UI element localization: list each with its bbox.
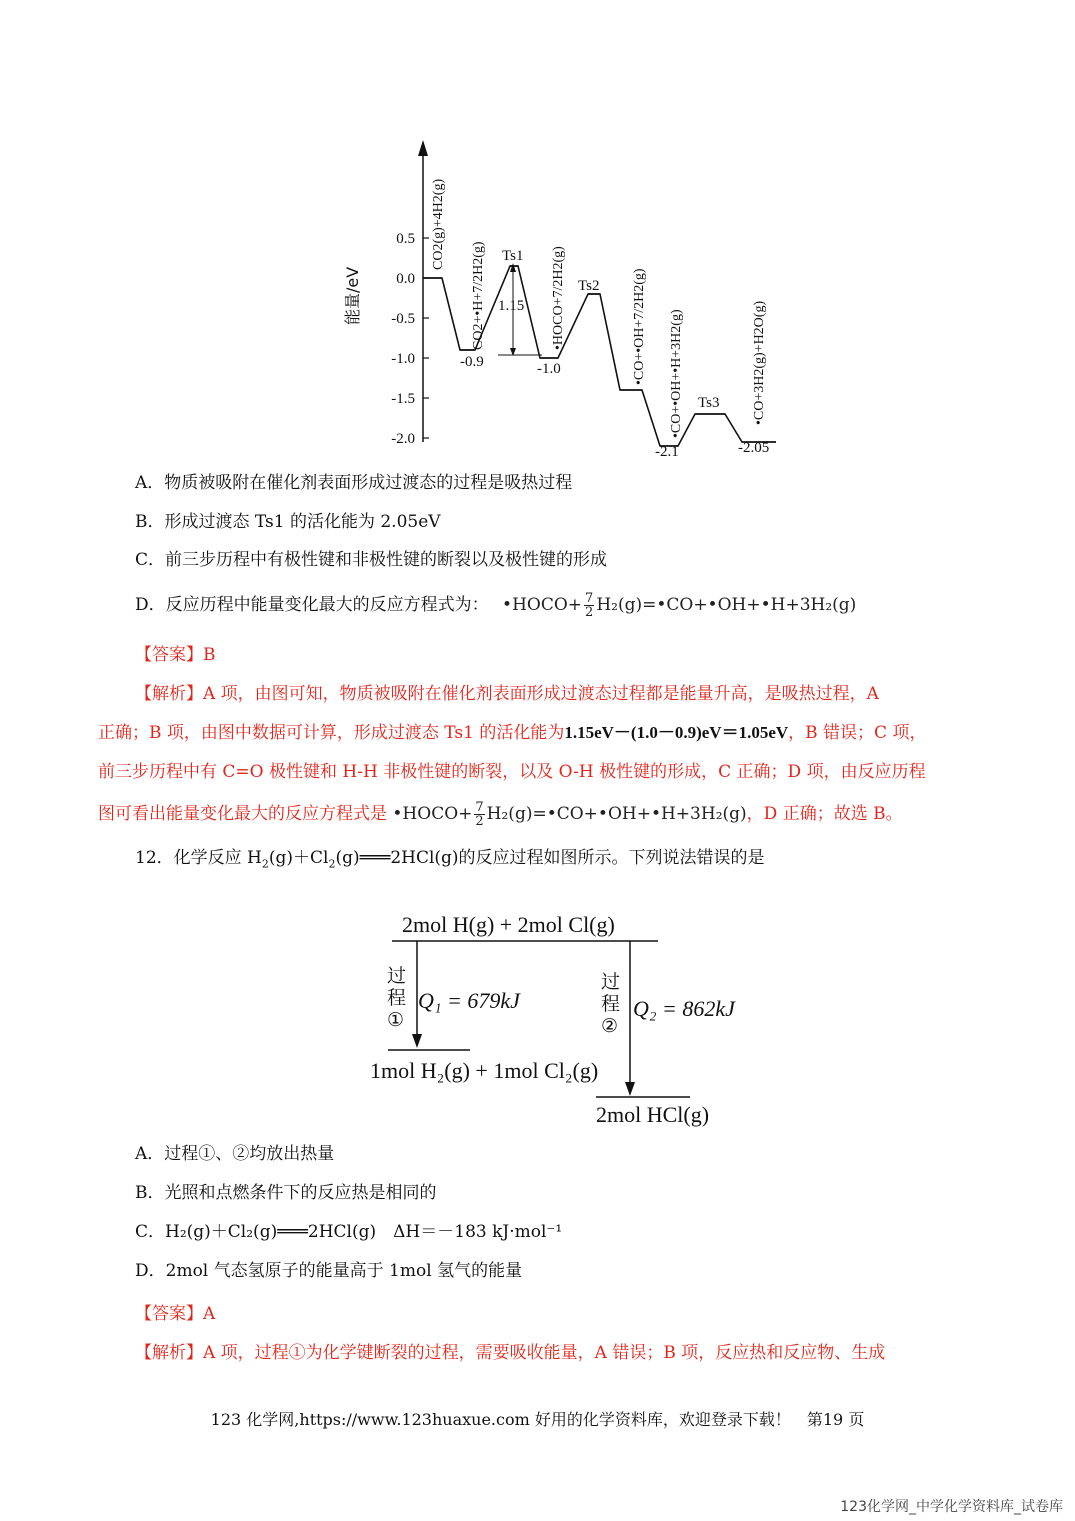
fraction-numerator: 7 (475, 800, 484, 815)
stem-text: (g)═══2HCl(g)的反应过程如图所示。下列说法错误的是 (335, 848, 765, 868)
q12-option-b (135, 1182, 437, 1204)
barrier-arrow-head-up (510, 263, 516, 272)
q11-explanation-line-1 (135, 679, 1015, 704)
q12-option-c (135, 1221, 562, 1243)
q1-label: Q₁ = 679kJ (418, 988, 520, 1013)
option-text: 形成过渡态 Ts1 的活化能为 2.05eV (164, 512, 441, 532)
y-tick-label-5: -2.0 (391, 431, 415, 447)
option-letter: C． (135, 1222, 166, 1242)
q12-stem: 12．化学反应 $H_2(g)+Cl_2(g)═══2HCl(g)$的反应过程如图所示。下列说法错误的是 (135, 848, 765, 871)
mid-state-label: 1mol H₂(g) + 1mol Cl₂(g) (370, 1058, 599, 1083)
q2-label: Q₂ = 862kJ (633, 996, 735, 1021)
process2-label-1: 过 (601, 971, 621, 993)
q11-explanation-line-3 (98, 757, 978, 782)
option-text: 2mol 气态氢原子的能量高于 1mol 氢气的能量 (165, 1261, 523, 1281)
option-text: 物质被吸附在催化剂表面形成过渡态的过程是吸热过程 (164, 473, 573, 493)
equation-right: H₂(g)=•CO+•OH+•H+3H₂(g) (486, 804, 747, 824)
state-label-co2: CO2(g)+4H2(g) (431, 178, 446, 270)
value-label-3: -2.1 (655, 444, 679, 460)
option-letter: D． (135, 595, 166, 615)
option-letter: C． (135, 550, 166, 570)
y-tick-label-2: -0.5 (391, 311, 415, 327)
explanation-text: 图可看出能量变化最大的反应方程式是 (98, 804, 387, 824)
page-footer: 123 化学网,https://www.123huaxue.com 好用的化学资料库，欢迎登录下载！ 第19 页 (210, 1410, 865, 1429)
y-tick-label-0: 0.5 (396, 231, 415, 247)
q12-option-a (135, 1143, 334, 1165)
barrier-label: 1.15 (498, 298, 525, 314)
y-tick-label-4: -1.5 (391, 391, 415, 407)
y-tick-label-3: -1.0 (391, 351, 415, 367)
ts1-label: Ts1 (502, 248, 524, 264)
state-label-co-h2o: •CO+3H2(g)+H2O(g) (752, 300, 767, 425)
state-label-hoco: •HOCO+7/2H2(g) (551, 246, 566, 350)
state-label-co-oh: •CO+•OH+7/2H2(g) (632, 268, 647, 385)
option-letter: B． (135, 1183, 165, 1203)
q11-answer (135, 640, 216, 665)
process1-label-3: ① (387, 1009, 405, 1031)
energy-profile-chart (330, 120, 800, 465)
equation-fraction (584, 592, 594, 619)
process1-label-1: 过 (387, 965, 407, 987)
q11-option-d (135, 592, 856, 619)
explanation-text: A 项，由图可知，物质被吸附在催化剂表面形成过渡态过程都是能量升高，是吸热过程，A (203, 684, 879, 704)
equation-right: H₂(g)=•CO+•OH+•H+3H₂(g) (596, 595, 857, 615)
q12-explanation-line-1 (135, 1338, 1015, 1363)
process2-label-3: ② (601, 1015, 619, 1037)
equation-left: •HOCO+ (392, 804, 473, 824)
option-text: 光照和点燃条件下的反应热是相同的 (164, 1183, 437, 1203)
fraction-numerator: 7 (585, 591, 594, 606)
q11-option-a (135, 472, 572, 494)
bottom-state-label: 2mol HCl(g) (596, 1102, 710, 1127)
value-label-1: -0.9 (460, 354, 484, 370)
y-axis-arrow (418, 140, 428, 156)
ts2-label: Ts2 (578, 278, 600, 294)
q11-explanation-equation (392, 800, 747, 829)
state-label-co2-h: CO2+•H+7/2H2(g) (471, 241, 486, 350)
q12-option-d (135, 1260, 522, 1282)
process1-arrow-head (412, 1034, 422, 1048)
option-letter: B． (135, 512, 165, 532)
y-axis-label: 能量/eV (343, 266, 362, 325)
answer-label: 【答案】 (135, 1304, 203, 1324)
top-state-label: 2mol H(g) + 2mol Cl(g) (402, 912, 615, 937)
stem-text: (g)＋Cl (268, 848, 329, 868)
y-tick-label-1: 0.0 (396, 271, 415, 287)
explanation-text: 正确；B 项，由图中数据可计算，形成过渡态 Ts1 的活化能为 (98, 723, 565, 743)
q11-explanation-line-4 (98, 799, 978, 828)
explanation-text: A 项，过程①为化学键断裂的过程，需要吸收能量，A 错误；B 项，反应热和反应物、生成 (203, 1343, 886, 1363)
process2-label-2: 程 (601, 993, 621, 1015)
option-text: 过程①、②均放出热量 (164, 1144, 335, 1164)
explanation-text: ，D 正确；故选 B。 (746, 804, 903, 824)
q11-option-b (135, 511, 441, 533)
fraction-denominator: 2 (585, 605, 594, 620)
fraction-denominator: 2 (475, 814, 484, 829)
option-letter: A． (135, 1144, 165, 1164)
value-label-4: -2.05 (738, 440, 770, 456)
equation-left: •HOCO+ (502, 595, 583, 615)
q11-option-c (135, 549, 607, 571)
q11-equation (502, 591, 857, 620)
value-label-2: -1.0 (537, 361, 561, 377)
q11-explanation-line-2 (98, 718, 978, 743)
reaction-process-diagram (360, 900, 760, 1135)
state-label-co-oh-h: •CO+•OH+•H+3H2(g) (669, 309, 684, 438)
answer-value: A (203, 1304, 216, 1324)
watermark: 123化学网_中学化学资料库_试卷库 (840, 1499, 1063, 1515)
equation-fraction (474, 801, 484, 828)
option-text: 反应历程中能量变化最大的反应方程式为： (165, 595, 489, 615)
answer-value: B (203, 645, 216, 665)
explanation-label: 【解析】 (135, 684, 203, 704)
ts3-label: Ts3 (698, 395, 720, 411)
activation-energy-formula: 1.15eV－(1.0－0.9)eV＝1.05eV (564, 723, 789, 742)
option-letter: D． (135, 1261, 166, 1281)
option-text: 前三步历程中有极性键和非极性键的断裂以及极性键的形成 (165, 550, 608, 570)
q12-answer (135, 1299, 215, 1324)
explanation-text: ，B 错误；C 项， (788, 723, 927, 743)
question-number: 12． (135, 848, 174, 868)
explanation-label: 【解析】 (135, 1343, 203, 1363)
answer-label: 【答案】 (135, 645, 203, 665)
process1-label-2: 程 (387, 987, 407, 1009)
option-letter: A． (135, 473, 165, 493)
process2-arrow-head (625, 1082, 635, 1096)
stem-text: 化学反应 H (173, 848, 262, 868)
explanation-text: 前三步历程中有 C=O 极性键和 H-H 非极性键的断裂，以及 O-H 极性键的形成，C 正确；D 项，由反应历程 (98, 762, 926, 782)
option-text: H₂(g)＋Cl₂(g)═══2HCl(g) ΔH＝－183 kJ·mol⁻¹ (165, 1222, 563, 1242)
